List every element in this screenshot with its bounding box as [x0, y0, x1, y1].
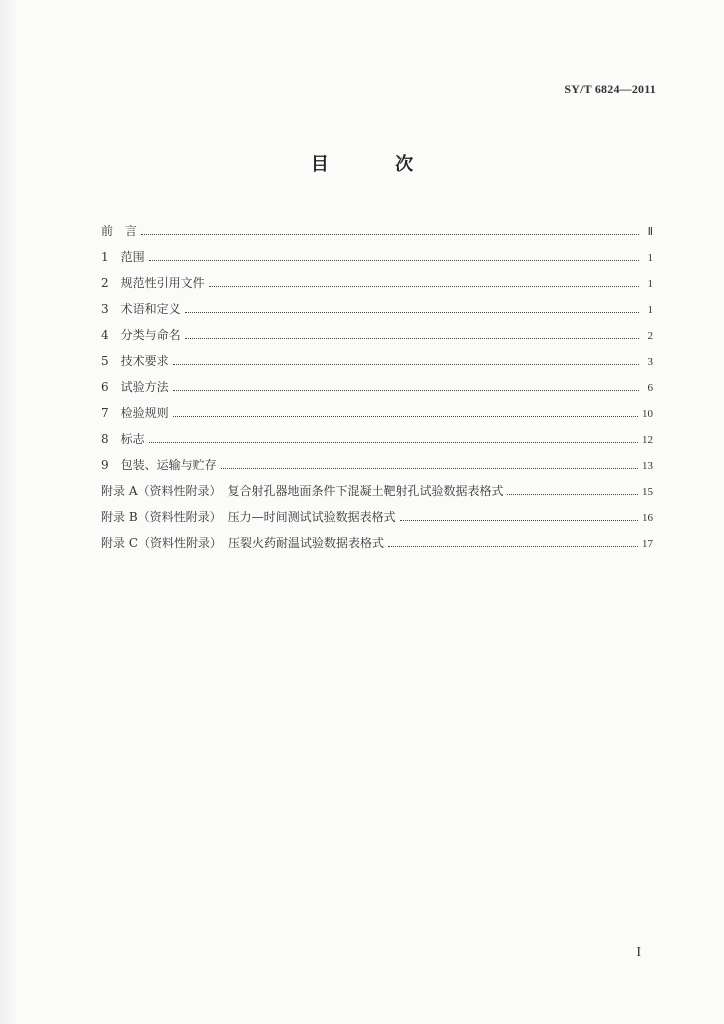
toc-leader-dots — [141, 234, 639, 235]
toc-entry-label: 前 言 — [101, 224, 138, 238]
toc-entry-label: 7 检验规则 — [101, 406, 169, 420]
toc-leader-dots — [400, 520, 638, 521]
toc-entry[interactable] — [101, 352, 653, 378]
toc-entry-page: Ⅱ — [647, 226, 653, 238]
toc-entry-label: 附录 B（资料性附录） 压力—时间测试试验数据表格式 — [101, 510, 396, 524]
toc-entry[interactable] — [101, 456, 653, 482]
toc-entry-label: 5 技术要求 — [101, 354, 169, 368]
toc-entry[interactable] — [101, 482, 653, 508]
toc-entry-label: 4 分类与命名 — [101, 328, 181, 342]
toc-leader-dots — [185, 338, 639, 339]
toc-leader-dots — [173, 416, 638, 417]
toc-entry-page: 1 — [647, 304, 653, 316]
toc-entry-label: 附录 C（资料性附录） 压裂火药耐温试验数据表格式 — [101, 536, 384, 550]
toc-leader-dots — [209, 286, 639, 287]
toc-entry-page: 15 — [642, 486, 653, 498]
toc-entry[interactable] — [101, 274, 653, 300]
toc-leader-dots — [173, 390, 639, 391]
toc-entry[interactable] — [101, 404, 653, 430]
table-of-contents — [101, 222, 653, 560]
toc-entry-label: 2 规范性引用文件 — [101, 276, 205, 290]
toc-title: 目 次 — [310, 154, 444, 175]
toc-entry[interactable] — [101, 248, 653, 274]
toc-entry[interactable] — [101, 378, 653, 404]
toc-entry-page: 1 — [647, 278, 653, 290]
toc-entry-page: 6 — [647, 382, 653, 394]
toc-leader-dots — [185, 312, 639, 313]
toc-entry-page: 16 — [642, 512, 653, 524]
toc-leader-dots — [507, 494, 638, 495]
toc-entry-page: 3 — [647, 356, 653, 368]
toc-entry[interactable] — [101, 326, 653, 352]
toc-entry-label: 1 范围 — [101, 250, 145, 264]
toc-leader-dots — [221, 468, 638, 469]
toc-entry[interactable] — [101, 300, 653, 326]
toc-entry[interactable] — [101, 222, 653, 248]
toc-entry[interactable] — [101, 430, 653, 456]
toc-entry-label: 9 包装、运输与贮存 — [101, 458, 217, 472]
toc-leader-dots — [149, 442, 638, 443]
toc-entry-page: 17 — [642, 538, 653, 550]
toc-leader-dots — [173, 364, 639, 365]
toc-leader-dots — [149, 260, 639, 261]
toc-leader-dots — [388, 546, 638, 547]
document-code: SY/T 6824—2011 — [564, 82, 656, 96]
toc-entry-page: 1 — [647, 252, 653, 264]
toc-entry[interactable] — [101, 534, 653, 560]
toc-entry-label: 3 术语和定义 — [101, 302, 181, 316]
toc-entry[interactable] — [101, 508, 653, 534]
toc-entry-page: 2 — [647, 330, 653, 342]
page-number: I — [636, 945, 641, 960]
toc-entry-label: 6 试验方法 — [101, 380, 169, 394]
toc-entry-page: 10 — [642, 408, 653, 420]
toc-entry-label: 附录 A（资料性附录） 复合射孔器地面条件下混凝土靶射孔试验数据表格式 — [101, 484, 504, 498]
toc-entry-page: 13 — [642, 460, 653, 472]
toc-entry-label: 8 标志 — [101, 432, 145, 446]
toc-entry-page: 12 — [642, 434, 653, 446]
